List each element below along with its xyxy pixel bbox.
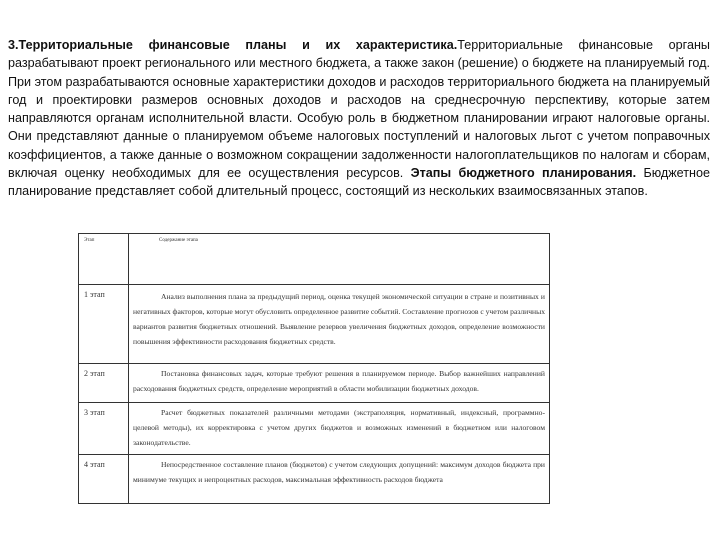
header-content: Содержание этапа [129, 234, 550, 285]
stages-table [78, 233, 550, 504]
stage-cell: 3 этап [79, 403, 129, 455]
table-row [79, 403, 550, 455]
content-cell: Непосредственное составление планов (бюджетов) с учетом следующих допущений: максимум доходов бюджета при минимуме текущих и непроцентных расходов, максимальная эффективность расходов бюджета [129, 455, 550, 504]
intro-paragraph [8, 36, 710, 201]
stage-cell: 1 этап [79, 285, 129, 364]
content-cell: Анализ выполнения плана за предыдущий период, оценка текущей экономической ситуации в стране и позитивных и негативных факторов, которые могут обусловить определенное развитие событий. Составление прогнозов с учетом различных вариантов развития бюджетных отношений. Выявление резервов увеличения бюджетных доходов, определение возможности повышения эффективности расходования бюджетных средств. [129, 285, 550, 364]
stage-cell: 2 этап [79, 364, 129, 403]
content-cell: Постановка финансовых задач, которые требуют решения в планируемом периоде. Выбор важнейших направлений расходования бюджетных средств, определение мероприятий в области мобилизации бюджетных доходов. [129, 364, 550, 403]
section-heading: 3.Территориальные финансовые планы и их характеристика. [8, 38, 458, 52]
stage-cell: 4 этап [79, 455, 129, 504]
paragraph-text: Территориальные финансовые органы разрабатывают проект регионального или местного бюджета, а также закон (решение) о бюджете на планируемый год. При этом разрабатываются основные характеристики доходов и расходов территориального бюджета на планируемый год и проектировки размеров основных доходов и расходов на среднесрочную перспективу, которые затем направляются органам исполнительной власти. Особую роль в бюджетном планировании играют налоговые органы. Они представляют данные о планируемом объеме налоговых поступлений и налоговых льгот с учетом поправочных коэффициентов, а также данные о возможном сокращении задолженности налогоплательщиков по налогам и сборам, включая оценку необходимых для ее осуществления ресурсов. [8, 38, 710, 181]
header-stage: Этап [79, 234, 129, 285]
paragraph-text-2: Бюджетное планирование представляет собой длительный процесс, состоящий из нескольких взаимосвязанных этапов. [8, 166, 710, 199]
table-row [79, 364, 550, 403]
table-row [79, 455, 550, 504]
table-row [79, 285, 550, 364]
content-cell: Расчет бюджетных показателей различными методами (экстраполяция, нормативный, индексный, программно-целевой методы), их корректировка с учетом других бюджетов и возможных изменений в бюджетном или налоговом законодательстве. [129, 403, 550, 455]
table-header-row [79, 234, 550, 285]
stages-heading: Этапы бюджетного планирования. [410, 166, 637, 181]
